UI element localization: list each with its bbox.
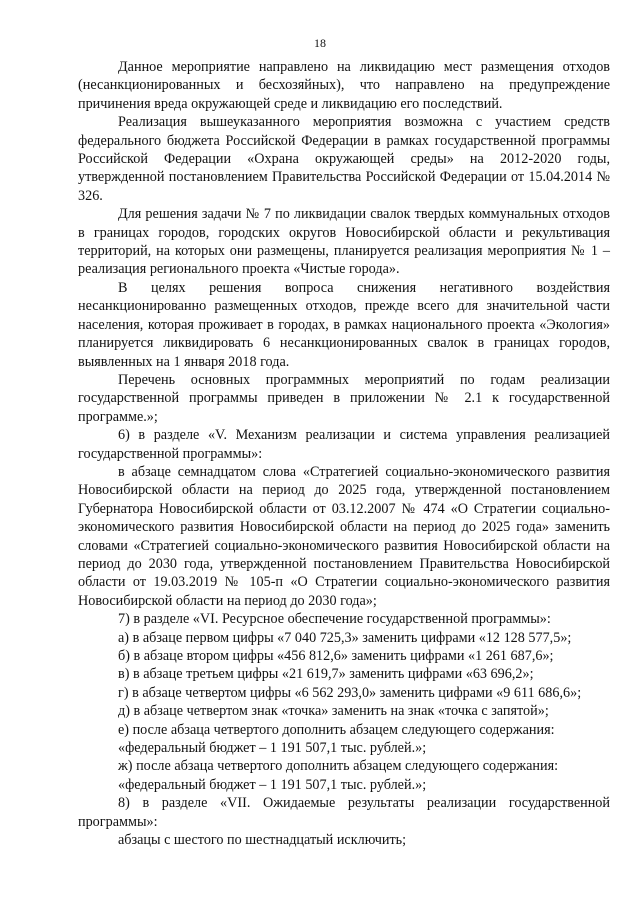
paragraph: д) в абзаце четвертом знак «точка» заменить на знак «точка с запятой»;	[118, 703, 549, 720]
document-body	[78, 58, 610, 849]
paragraph: г) в абзаце четвертом цифры «6 562 293,0» заменить цифрами «9 611 686,6»;	[118, 684, 582, 701]
paragraph: Для решения задачи № 7 по ликвидации свалок твердых коммунальных отходов в границах городов, городских округов Новосибирской области и рекультивация территорий, на которых они размещены, планируется реализация мероприятия № 1 – реализация регионального проекта «Чистые города».	[78, 206, 610, 278]
page-number: 18	[314, 36, 326, 50]
paragraph: б) в абзаце втором цифры «456 812,6» заменить цифрами «1 261 687,6»;	[118, 648, 554, 664]
paragraph: «федеральный бюджет – 1 191 507,1 тыс. рублей.»;	[118, 776, 427, 793]
paragraph: В целях решения вопроса снижения негативного воздействия несанкционированно размещенных отходов, прежде всего для значительной части населения, которая проживает в городах, в рамках национального проекта «Экология» планируется ликвидировать 6 несанкционированных свалок в границах городов, выявленных на 1 января 2018 года.	[78, 279, 610, 370]
paragraph: Реализация вышеуказанного мероприятия возможна с участием средств федерального бюджета Российской Федерации в рамках государственной программы Российской Федерации «Охрана окружающей среды» на 2012-2020 годы, утвержденной постановлением Правительства Российской Федерации от 15.04.2014 № 326.	[78, 114, 610, 204]
paragraph: е) после абзаца четвертого дополнить абзацем следующего содержания:	[118, 721, 555, 738]
paragraph: абзацы с шестого по шестнадцатый исключить;	[118, 832, 407, 849]
paragraph: Данное мероприятие направлено на ликвидацию мест размещения отходов (несанкционированных и бесхозяйных), что направлено на предупреждение причинения вреда окружающей среде и ликвидацию его последствий.	[78, 59, 610, 112]
paragraph: 7) в разделе «VI. Ресурсное обеспечение государственной программы»:	[118, 611, 551, 628]
paragraph: 8) в разделе «VII. Ожидаемые результаты реализации государственной программы»:	[78, 795, 610, 830]
paragraph: ж) после абзаца четвертого дополнить абзацем следующего содержания:	[118, 758, 559, 775]
paragraph: в) в абзаце третьем цифры «21 619,7» заменить цифрами «63 696,2»;	[118, 666, 534, 683]
paragraph: в абзаце семнадцатом слова «Стратегией социально-экономического развития Новосибирской области на период до 2025 года, утвержденной постановлением Губернатора Новосибирской области от 03.12.2007 № 474 «О Стратегии социально-экономического развития Новосибирской области на период до 2025 года» заменить словами «Стратегией социально-экономического развития Новосибирской области на период до 2030 года, утвержденной постановлением Правительства Новосибирской области от 19.03.2019 № 105-п «О Стратегии социально-экономического развития Новосибирской области на период до 2030 года»;	[78, 463, 610, 609]
paragraph: а) в абзаце первом цифры «7 040 725,3» заменить цифрами «12 128 577,5»;	[118, 629, 572, 646]
paragraph: 6) в разделе «V. Механизм реализации и система управления реализацией государственной программы»:	[78, 427, 610, 462]
paragraph: Перечень основных программных мероприятий по годам реализации государственной программы приведен в приложении № 2.1 к государственной программе.»;	[78, 371, 610, 425]
paragraph: «федеральный бюджет – 1 191 507,1 тыс. рублей.»;	[118, 740, 427, 757]
